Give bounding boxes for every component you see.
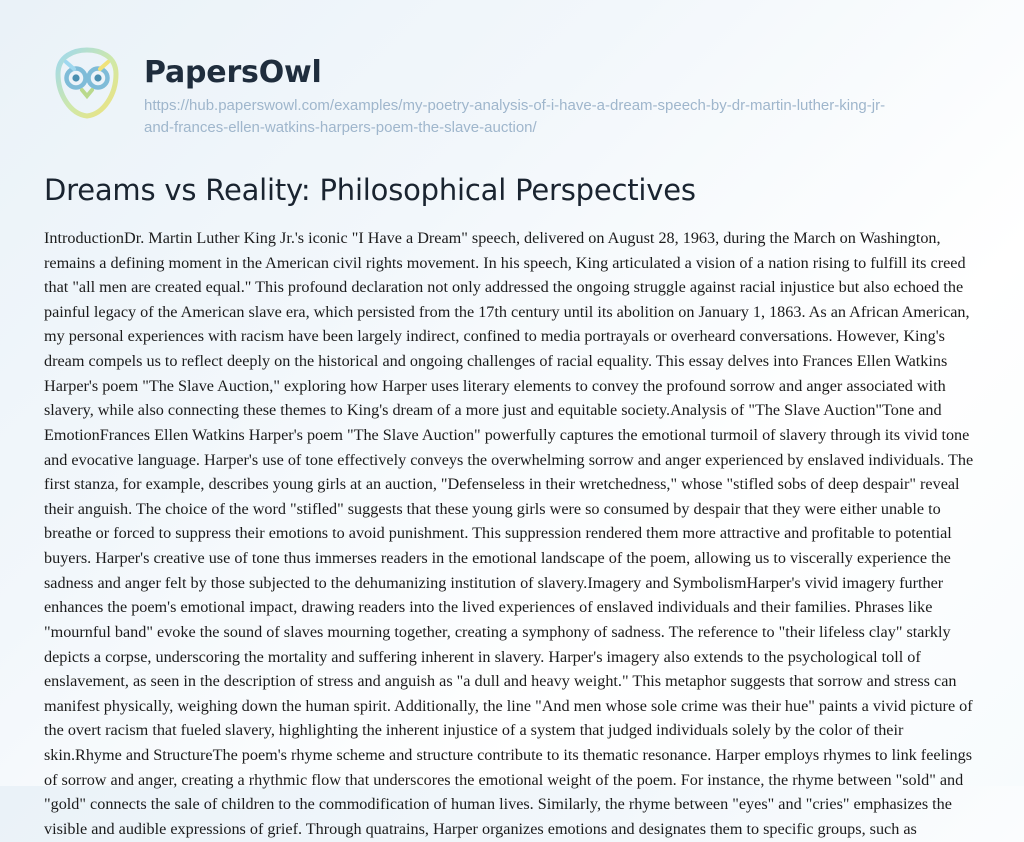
source-url[interactable]: https://hub.paperswowl.com/examples/my-poetry-analysis-of-i-have-a-dream-speech-by-dr-martin-luther-king-jr-and-frances-ellen-watkins-harpers-poem-the-slave-auction/ xyxy=(144,97,886,136)
brand-block xyxy=(144,40,904,139)
site-header xyxy=(44,40,980,139)
brand-name: PapersOwl xyxy=(144,55,322,90)
owl-logo-icon xyxy=(48,44,126,122)
document-body-text: IntroductionDr. Martin Luther King Jr.'s iconic "I Have a Dream" speech, delivered on August 28, 1963, during the March on Washington, remains a defining moment in the American civil rights movement. In his speech, King articulated a vision of a nation rising to fulfill its creed that "all men are created equal." This profound declaration not only addressed the ongoing struggle against racial injustice but also echoed the painful legacy of the American slave era, which persisted from the 17th century until its abolition on January 1, 1863. As an African American, my personal experiences with racism have been largely indirect, confined to media portrayals or overheard conversations. However, King's dream compels us to reflect deeply on the historical and ongoing challenges of racial equality. This essay delves into Frances Ellen Watkins Harper's poem "The Slave Auction," exploring how Harper uses literary elements to convey the profound sorrow and anger associated with slavery, while also connecting these themes to King's dream of a more just and equitable society.Analysis of "The Slave Auction"Tone and EmotionFrances Ellen Watkins Harper's poem "The Slave Auction" powerfully captures the emotional turmoil of slavery through its vivid tone and evocative language. Harper's use of tone effectively conveys the overwhelming sorrow and anger experienced by enslaved individuals. The first stanza, for example, describes young girls at an auction, "Defenseless in their wretchedness," whose "stifled sobs of deep despair" reveal their anguish. The choice of the word "stifled" suggests that these young girls were so consumed by despair that they were either unable to breathe or forced to suppress their emotions to avoid punishment. This suppression rendered them more attractive and profitable to potential buyers. Harper's creative use of tone thus immerses readers in the emotional landscape of the poem, allowing us to viscerally experience the sadness and anger felt by those subjected to the dehumanizing institution of slavery.Imagery and SymbolismHarper's vivid imagery further enhances the poem's emotional impact, drawing readers into the lived experiences of enslaved individuals and their families. Phrases like "mournful band" evoke the sound of slaves mourning together, creating a symphony of sadness. The reference to "their lifeless clay" starkly depicts a corpse, underscoring the mortality and suffering inherent in slavery. Harper's imagery also extends to the psychological toll of enslavement, as seen in the description of stress and anguish as "a dull and heavy weight." This metaphor suggests that sorrow and stress can manifest physically, weighing down the human spirit. Additionally, the line "And men whose sole crime was their hue" paints a vivid picture of the overt racism that fueled slavery, highlighting the inherent injustice of a system that judged individuals solely by the color of their skin.Rhyme and StructureThe poem's rhyme scheme and structure contribute to its thematic resonance. Harper employs rhymes to link feelings of sorrow and anger, creating a rhythmic flow that underscores the emotional weight of the poem. For instance, the rhyme between "sold" and "gold" connects the sale of children to the commodification of human lives. Similarly, the rhyme between "eyes" and "cries" emphasizes the visible and audible expressions of grief. Through quatrains, Harper organizes emotions and designates them to specific groups, such as xyxy=(44,228,974,838)
page-title: Dreams vs Reality: Philosophical Perspectives xyxy=(44,172,696,207)
